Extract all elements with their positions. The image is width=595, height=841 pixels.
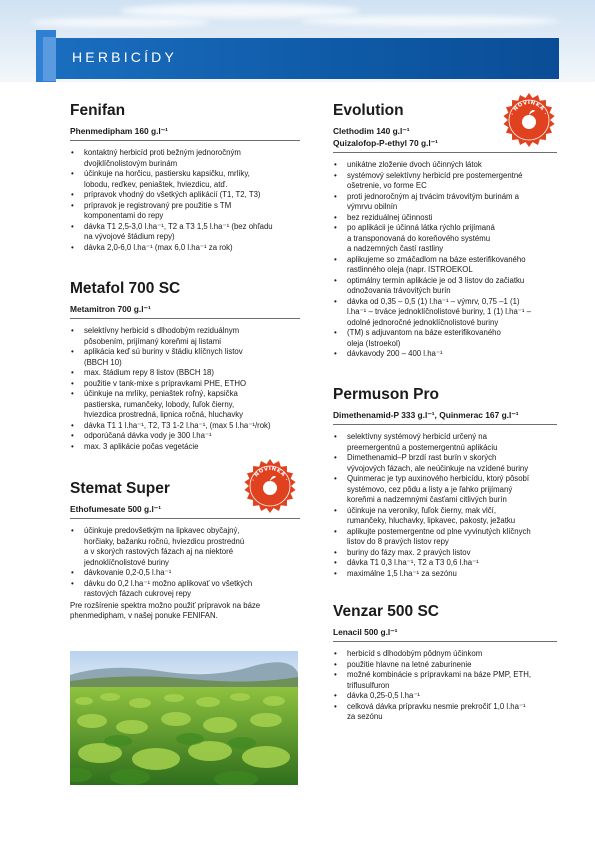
- list-item-line: • celková dávka prípravku nesmie prekročiť 1,0 l.ha⁻¹: [347, 701, 526, 711]
- list-item-line: systémovo, cez pôdu a listy a je ľahko prijímaný: [347, 484, 513, 494]
- list-item-line: • dávka T1 0,3 l.ha⁻¹, T2 a T3 0,6 l.ha⁻¹: [347, 558, 479, 567]
- list-item-line: • maximálne 1,5 l.ha⁻¹ za sezónu: [347, 568, 457, 578]
- list-item-line: vývojových fázach, ale neúčinkuje na vzídené buriny: [347, 463, 529, 473]
- list-item: [333, 255, 557, 276]
- note-line: Pre rozšírenie spektra možno použiť prípravok na báze: [70, 600, 261, 610]
- list-item-line: pôsobením, prijímaný koreňmi aj listami: [84, 336, 221, 346]
- list-item-line: • max. 3 aplikácie počas vegetácie: [84, 441, 199, 451]
- badge-label: · NOVINKA ·: [509, 99, 549, 117]
- list-item-line: (BBCH 10): [84, 357, 122, 367]
- list-item-line: • herbicíd s dlhodobým pôdnym účinkom: [347, 649, 483, 658]
- list-item: [333, 328, 557, 349]
- list-item-line: • Dimethenamid–P brzdí rast burín v skorých: [347, 453, 497, 462]
- list-item-line: komponentami do repy: [84, 211, 164, 220]
- section-divider: [70, 140, 300, 141]
- list-item: [333, 649, 557, 660]
- list-item-line: a v skorých rastových fázach aj na niektoré: [84, 547, 234, 556]
- list-item: [333, 349, 557, 360]
- list-item-line: • účinkuje na mrlíky, peniaštek roľný, kapsička: [84, 389, 238, 398]
- list-item: [70, 379, 300, 390]
- section-active-ingredient: Phenmedipham 160 g.l⁻¹: [70, 126, 168, 136]
- section-active-ingredient: Dimethenamid-P 333 g.l⁻¹, Quinmerac 167 g.l⁻¹: [333, 410, 519, 420]
- novinka-badge: [501, 92, 557, 148]
- list-item: [70, 389, 300, 421]
- list-item: [333, 297, 557, 329]
- section-active-ingredient: Lenacil 500 g.l⁻¹: [333, 627, 398, 637]
- bullet-list: [333, 160, 557, 360]
- list-item: [70, 568, 300, 579]
- list-item-line: preemergentnú a postemergentnú aplikáciu: [347, 442, 498, 452]
- list-item-line: • dávku do 0,2 l.ha⁻¹ možno aplikovať vo všetkých: [84, 578, 253, 588]
- list-item-line: • aplikujeme so zmáčadlom na báze esterifikovaného: [347, 254, 526, 264]
- list-item-line: za sezónu: [347, 712, 383, 721]
- list-item: [333, 160, 557, 171]
- section-active-ingredient-2: Quizalofop-P-ethyl 70 g.l⁻¹: [333, 138, 438, 148]
- sugar-beet-field-photo: [70, 651, 298, 785]
- list-item-line: • dávka 0,25-0,5 l.ha⁻¹: [347, 691, 421, 700]
- list-item-line: • dávka 2,0-6,0 l.ha⁻¹ (max 6,0 l.ha⁻¹ za rok): [84, 242, 233, 252]
- list-item-line: • aplikujte postemergentne od plne vyvinutých klíčnych: [347, 526, 531, 536]
- list-item-line: rumančeky, hluchavky, lipkavec, pakosty, ježatku: [347, 516, 516, 525]
- section-divider: [333, 152, 557, 153]
- list-item: [333, 702, 557, 723]
- list-item-line: • použitie hlavne na letné zaburinenie: [347, 659, 472, 669]
- list-item: [333, 558, 557, 569]
- section-title: Fenifan: [70, 102, 126, 119]
- list-item: [333, 506, 557, 527]
- list-item: [333, 223, 557, 255]
- list-item-line: • dávka T1 2,5-3,0 l.ha⁻¹, T2 a T3 1,5 l.ha⁻¹ (bez ohľadu: [84, 221, 273, 231]
- list-item: [333, 432, 557, 453]
- list-item: [333, 474, 557, 506]
- list-item-line: jednoklíčnolistové buriny: [84, 557, 169, 567]
- bullet-list: [333, 649, 557, 723]
- bullet-list: [333, 432, 557, 579]
- list-item: [70, 326, 300, 347]
- list-item-line: rastových fázach cukrovej repy: [84, 589, 192, 598]
- list-item-line: • prípravok je registrovaný pre použitie s TM: [84, 200, 232, 210]
- list-item-line: horčiaky, bažanku ročnú, hviezdicu prostrednú: [84, 536, 245, 546]
- list-item-line: • dávka od 0,35 – 0,5 (1) l.ha⁻¹ – výmrv, 0,75 –1 (1): [347, 296, 520, 306]
- list-item-line: • účinkuje predovšetkým na lipkavec obyčajný,: [84, 526, 240, 535]
- list-item-line: koreňmi a nadzemnými časťami citlivých burín: [347, 495, 507, 504]
- list-item: [333, 192, 557, 213]
- list-item-line: • účinkuje na horčicu, pastiersku kapsičku, mrlíky,: [84, 169, 250, 178]
- list-item: [70, 421, 300, 432]
- list-item: [70, 148, 300, 169]
- novinka-badge: [242, 458, 298, 514]
- list-item: [70, 222, 300, 243]
- list-item: [333, 213, 557, 224]
- section-divider: [333, 424, 557, 425]
- list-item: [70, 579, 300, 600]
- section-divider: [70, 518, 300, 519]
- bullet-list: [70, 326, 300, 452]
- list-item-line: • max. štádium repy 8 listov (BBCH 18): [84, 368, 214, 377]
- list-item-line: • selektívny herbicíd s dlhodobým reziduálnym: [84, 326, 240, 335]
- list-item: [70, 347, 300, 368]
- header-bracket: [36, 30, 56, 82]
- bullet-list: [70, 148, 300, 253]
- list-item-line: l.ha⁻¹ – trváce jednoklíčnolistové buriny, 1 (1) l.ha⁻¹ –: [347, 307, 532, 316]
- section-note: [70, 601, 300, 622]
- list-item: [333, 276, 557, 297]
- list-item-line: • odporúčaná dávka vody je 300 l.ha⁻¹: [84, 431, 212, 440]
- list-item-line: • (TM) s adjuvantom na báze esterifikovaného: [347, 328, 501, 337]
- list-item: [70, 442, 300, 453]
- list-item-line: a nadzemných častí rastliny: [347, 244, 444, 253]
- list-item-line: triflusulfuron: [347, 680, 390, 690]
- badge-label: · NOVINKA ·: [250, 465, 290, 483]
- note-line: phenmedipham, v našej ponuke FENIFAN.: [70, 611, 218, 620]
- section-title: Stemat Super: [70, 480, 170, 497]
- section-divider: [70, 318, 300, 319]
- list-item-line: rastlinného oleja (napr. ISTROEKOL: [347, 265, 473, 274]
- section-active-ingredient: Metamitron 700 g.l⁻¹: [70, 304, 151, 314]
- section-fenifan: [70, 102, 300, 253]
- section-active-ingredient-1: Clethodim 140 g.l⁻¹: [333, 126, 410, 136]
- list-item: [70, 243, 300, 254]
- list-item-line: odnožovania trávovitých burín: [347, 286, 451, 295]
- list-item: [333, 527, 557, 548]
- list-item-line: oleja (Istroekol): [347, 338, 401, 348]
- section-venzar: [333, 603, 557, 723]
- list-item-line: • dávkavody 200 – 400 l.ha⁻¹: [347, 349, 443, 358]
- list-item-line: • použitie v tank-mixe s prípravkami PHE, ETHO: [84, 378, 247, 388]
- list-item: [333, 548, 557, 559]
- list-item: [70, 526, 300, 568]
- section-title: Permuson Pro: [333, 386, 439, 403]
- bullet-list: [70, 526, 300, 600]
- list-item: [70, 431, 300, 442]
- list-item-line: dvojklíčnolistovým burinám: [84, 158, 178, 168]
- section-title: Venzar 500 SC: [333, 603, 439, 620]
- list-item: [333, 691, 557, 702]
- list-item-line: listov do 8 pravých listov repy: [347, 537, 449, 546]
- list-item-line: výmrvu obilnín: [347, 202, 398, 211]
- header-banner: [0, 0, 595, 82]
- list-item-line: hviezdica prostredná, lipnica ročná, hluchavky: [84, 410, 244, 419]
- list-item: [333, 660, 557, 671]
- list-item: [333, 569, 557, 580]
- section-title: Evolution: [333, 102, 404, 119]
- list-item-line: • dávka T1 1 l.ha⁻¹, T2, T3 1-2 l.ha⁻¹, (max 5 l.ha⁻¹/rok): [84, 420, 271, 430]
- list-item-line: • možné kombinácie s prípravkami na báze PMP, ETH,: [347, 670, 532, 679]
- section-title: Metafol 700 SC: [70, 280, 181, 297]
- list-item-line: pastierska, rumančeky, lobody, ľuľok čierny,: [84, 399, 235, 409]
- section-metafol: [70, 280, 300, 452]
- list-item: [333, 171, 557, 192]
- list-item-line: • selektívny systémový herbicíd určený na: [347, 432, 487, 441]
- list-item-line: • kontaktný herbicíd proti bežným jednoročným: [84, 148, 241, 157]
- section-active-ingredient: Ethofumesate 500 g.l⁻¹: [70, 504, 161, 514]
- list-item: [70, 169, 300, 190]
- list-item-line: • prípravok vhodný do všetkých aplikácií (T1, T2, T3): [84, 190, 261, 199]
- list-item-line: • po aplikácii je účinná látka rýchlo prijímaná: [347, 223, 495, 232]
- list-item-line: • bez reziduálnej účinnosti: [347, 212, 433, 222]
- list-item: [333, 453, 557, 474]
- list-item-line: • systémový selektívny herbicíd pre postemergentné: [347, 170, 523, 180]
- list-item-line: • Quinmerac je typ auxinového herbicídu, ktorý pôsobí: [347, 474, 530, 483]
- page-title: HERBICÍDY: [72, 49, 178, 65]
- list-item-line: • účinkuje na veroniky, ľuľok čierny, mak vlčí,: [347, 505, 496, 515]
- list-item-line: • optimálny termín aplikácie je od 3 listov do začiatku: [347, 275, 525, 285]
- list-item-line: a transponovaná do koreňového systému: [347, 233, 491, 243]
- list-item-line: • aplikácia keď sú buriny v štádiu klíčnych listov: [84, 347, 243, 356]
- list-item: [70, 368, 300, 379]
- list-item-line: • buriny do fázy max. 2 pravých listov: [347, 547, 471, 557]
- list-item-line: odolné jednoročné jednoklíčnolistové buriny: [347, 317, 499, 327]
- list-item-line: lobodu, reďkev, peniaštek, hviezdicu, atď.: [84, 179, 228, 189]
- list-item-line: na vývojové štádium repy): [84, 232, 175, 241]
- list-item-line: • proti jednoročným aj trvácim trávovitým burinám a: [347, 191, 520, 201]
- list-item: [333, 670, 557, 691]
- list-item: [70, 190, 300, 201]
- section-permuson: [333, 386, 557, 579]
- list-item-line: • dávkovanie 0,2-0,5 l.ha⁻¹: [84, 568, 172, 577]
- list-item: [70, 201, 300, 222]
- section-divider: [333, 641, 557, 642]
- list-item-line: ošetrenie, vo forme EC: [347, 181, 427, 190]
- list-item-line: • unikátne zloženie dvoch účinných látok: [347, 160, 482, 169]
